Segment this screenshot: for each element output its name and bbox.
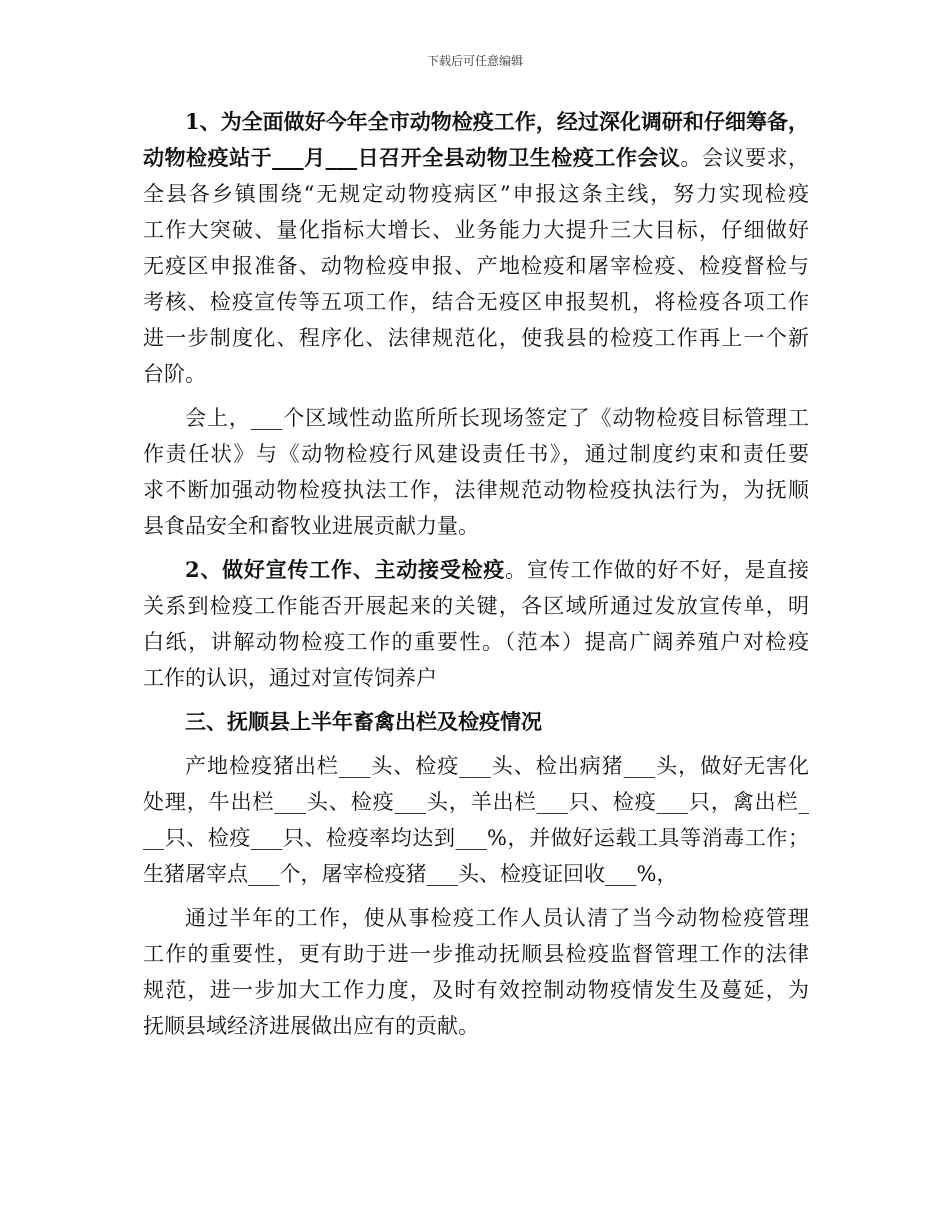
paragraph-3-line-1-rest: 。宣传工作做的好不好，是直接 <box>505 558 809 582</box>
paragraph-1-line-1: 1、为全面做好今年全市动物检疫工作，经过深化调研和仔细筹备， <box>185 109 809 134</box>
page-header: 下载后可任意编辑 <box>426 54 523 68</box>
paragraph-1-line-2 <box>143 140 809 176</box>
paragraph-2-line-3: 求不断加强动物检疫执法工作，法律规范动物检疫执法行为，为抚顺 <box>143 478 809 502</box>
paragraph-3-line-3: 白纸，讲解动物检疫工作的重要性。（范本）提高广阔养殖户对检疫 <box>143 630 809 654</box>
paragraph-4-line-4: 生猪屠宰点___个，屠宰检疫猪___头、检疫证回收___%， <box>143 862 678 886</box>
paragraph-5-line-4: 抚顺县域经济进展做出应有的贡献。 <box>143 1014 479 1038</box>
section-heading-3: 三、抚顺县上半年畜禽出栏及检疫情况 <box>185 709 542 734</box>
paragraph-5-line-2: 工作的重要性，更有助于进一步推动抚顺县检疫监督管理工作的法律 <box>143 942 809 966</box>
paragraph-1-line-4: 工作大突破、量化指标大增长、业务能力大提升三大目标，仔细做好 <box>143 218 809 242</box>
paragraph-4-line-2: 处理，牛出栏___头、检疫___头，羊出栏___只、检疫___只，禽出栏_ <box>143 790 809 814</box>
paragraph-2-line-2: 作责任状》与《动物检疫行风建设责任书》，通过制度约束和责任要 <box>143 442 809 466</box>
paragraph-3-line-2: 关系到检疫工作能否开展起来的关键，各区域所通过发放宣传单，明 <box>143 594 809 618</box>
paragraph-1-line-3: 全县各乡镇围绕“无规定动物疫病区”申报这条主线，努力实现检疫 <box>143 182 809 206</box>
paragraph-4-line-3: __只、检疫___只、检疫率均达到___%，并做好运载工具等消毒工作； <box>143 826 809 850</box>
paragraph-1-line-6: 考核、检疫宣传等五项工作，结合无疫区申报契机，将检疫各项工作 <box>143 290 809 314</box>
paragraph-2-line-4: 县食品安全和畜牧业进展贡献力量。 <box>143 514 479 538</box>
paragraph-3-line-4: 工作的认识，通过对宣传饲养户 <box>143 666 437 690</box>
paragraph-1-line-2-rest: 。会议要求， <box>680 146 810 170</box>
paragraph-4-line-1: 产地检疫猪出栏___头、检疫___头、检出病猪___头，做好无害化 <box>185 754 809 778</box>
paragraph-3-line-1 <box>143 552 809 588</box>
paragraph-1-line-5: 无疫区申报准备、动物检疫申报、产地检疫和屠宰检疫、检疫督检与 <box>143 254 809 278</box>
paragraph-5-line-3: 规范，进一步加大工作力度，及时有效控制动物疫情发生及蔓延，为 <box>143 978 809 1002</box>
paragraph-2-line-1: 会上，___个区域性动监所所长现场签定了《动物检疫目标管理工 <box>185 406 809 430</box>
paragraph-5-line-1: 通过半年的工作，使从事检疫工作人员认清了当今动物检疫管理 <box>185 906 809 930</box>
paragraph-1-line-8: 台阶。 <box>143 362 206 386</box>
document-body <box>143 104 809 1044</box>
paragraph-1-line-7: 进一步制度化、程序化、法律规范化，使我县的检疫工作再上一个新 <box>143 326 809 350</box>
paragraph-1-bold-lead: 动物检疫站于___月___日召开全县动物卫生检疫工作会议 <box>143 145 681 170</box>
paragraph-3-bold-lead: 2、做好宣传工作、主动接受检疫 <box>185 557 506 582</box>
